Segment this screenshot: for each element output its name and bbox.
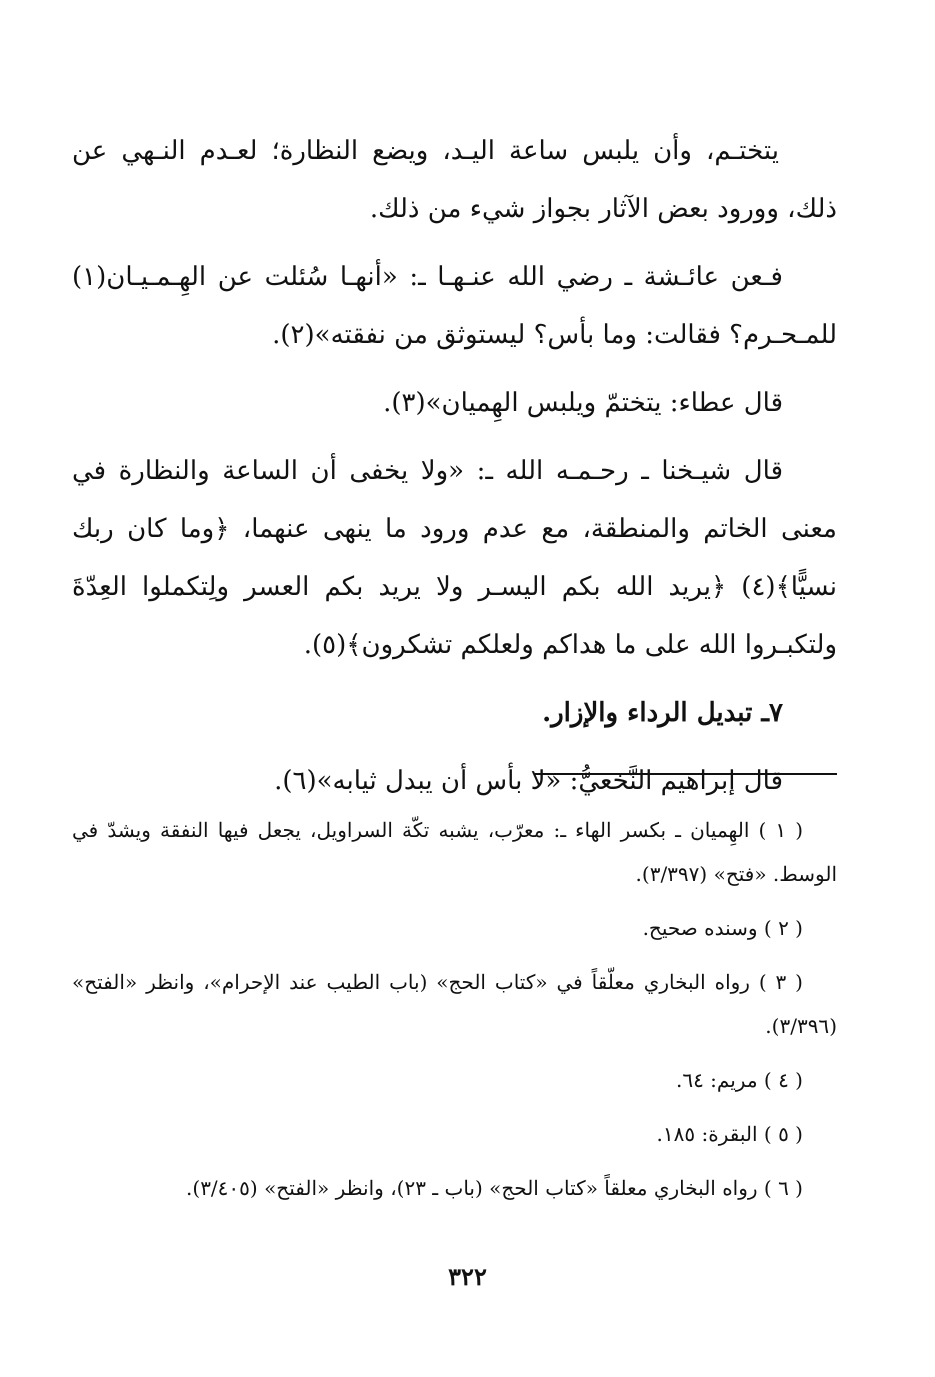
footnote-2: ( ٢ ) وسنده صحيح.: [642, 916, 803, 940]
footnote-6: ( ٦ ) رواه البخاري معلقاً «كتاب الحج» (باب ـ ٢٣)، وانظر «الفتح» (٣/٤٠٥).: [186, 1176, 803, 1200]
page-number: ٣٢٢: [448, 1262, 487, 1291]
paragraph-shaykh-commentary: قال شيـخنا ـ رحـمـه الله ـ: «ولا يخفى أن الساعة والنظارة في معنى الخاتم والمنطقة، مع عدم ورود ما ينهى عنهما، ﴿وما كان ربك نسيًّا﴾(٤) ﴿يريد الله بكم اليسـر ولا يريد بكم العسر ولِتكملوا العِدّةَ ولتكبـروا الله على ما هداكم ولعلكم تشكرون﴾(٥).: [72, 456, 837, 660]
paragraph-aisha-report: فـعن عائـشة ـ رضي الله عنـهـا ـ: «أنهـا سُئلت عن الهِـمـيـان(١) للمـحـرم؟ فقالت: وما بأس؟ ليستوثق من نفقته»(٢).: [72, 262, 837, 350]
footnote-3: ( ٣ ) رواه البخاري معلّقاً في «كتاب الحج» (باب الطيب عند الإحرام»، وانظر «الفتح» (٣/٣٩٦).: [72, 970, 837, 1038]
footnote-separator: [535, 773, 837, 775]
paragraph-ata-report: قال عطاء: يتختمّ ويلبس الهِميان»(٣).: [383, 388, 783, 418]
main-text: [72, 122, 837, 820]
paragraph-ring-and-watch: يتختـم، وأن يلبس ساعة اليـد، ويضع النظارة؛ لعـدم النـهي عن ذلك، وورود بعض الآثار بجواز شيء من ذلك.: [72, 136, 837, 224]
section-heading-changing-garments: ٧ـ تبديل الرداء والإزار.: [542, 698, 783, 728]
footnotes: [72, 808, 837, 1220]
footnote-5: ( ٥ ) البقرة: ١٨٥.: [656, 1122, 803, 1146]
footnote-4: ( ٤ ) مريم: ٦٤.: [675, 1068, 803, 1092]
footnote-1: ( ١ ) الهِميان ـ بكسر الهاء ـ: معرّب، يشبه تكّة السراويل، يجعل فيها النفقة ويشدّ في الوسط. «فتح» (٣/٣٩٧).: [72, 818, 837, 886]
paragraph-nakhai-report: قال إبراهيم النَّخعيُّ: «لا بأس أن يبدل ثيابه»(٦).: [274, 766, 783, 796]
